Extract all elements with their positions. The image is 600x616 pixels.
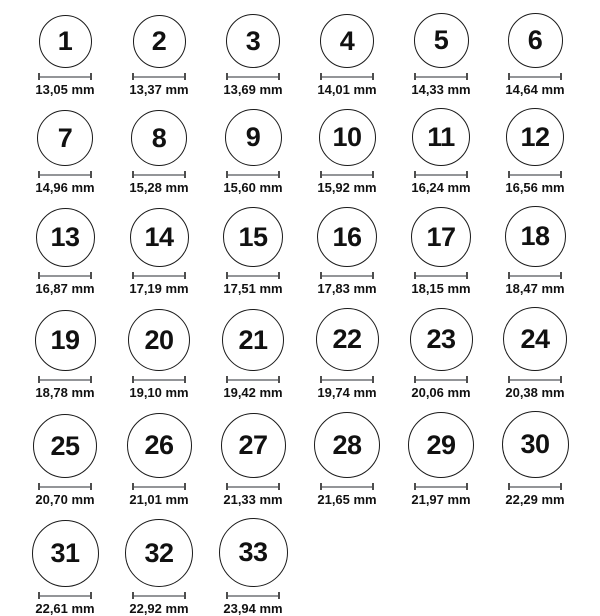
measure-tick-left <box>414 171 416 178</box>
measure-tick-right <box>184 483 186 490</box>
diameter-label: 17,19 mm <box>129 281 189 296</box>
diameter-measure-line <box>508 272 562 279</box>
measure-line <box>132 76 186 78</box>
measure-tick-right <box>278 376 280 383</box>
measure-line <box>508 76 562 78</box>
measure-tick-left <box>38 376 40 383</box>
ring-size-number: 9 <box>245 122 261 152</box>
measure-tick-right <box>278 483 280 490</box>
diameter-measure-line <box>320 376 374 383</box>
measure-tick-left <box>226 592 228 599</box>
ring-size-number: 17 <box>426 221 456 252</box>
measure-tick-left <box>38 592 40 599</box>
ring-circle <box>130 208 189 267</box>
ring-size-number: 25 <box>50 430 80 461</box>
measure-tick-right <box>184 376 186 383</box>
diameter-label: 21,65 mm <box>317 492 377 507</box>
measure-line <box>38 379 92 381</box>
ring-size-cell <box>300 206 394 296</box>
ring-size-cell <box>112 518 206 616</box>
ring-size-number: 10 <box>332 122 362 152</box>
ring-size-row <box>18 518 582 616</box>
measure-tick-right <box>278 73 280 80</box>
measure-tick-left <box>132 73 134 80</box>
ring-circle <box>221 413 286 478</box>
ring-circle <box>128 309 190 371</box>
diameter-measure-line <box>508 483 562 490</box>
ring-size-number: 33 <box>238 537 268 567</box>
measure-line <box>508 486 562 488</box>
diameter-measure-line <box>414 483 468 490</box>
ring-circle <box>127 413 192 478</box>
measure-tick-left <box>508 376 510 383</box>
diameter-measure-line <box>38 73 92 80</box>
diameter-measure-line <box>38 171 92 178</box>
measure-line <box>132 595 186 597</box>
ring-size-cell <box>394 411 488 507</box>
ring-size-number: 14 <box>144 222 174 252</box>
diameter-label: 20,06 mm <box>411 385 471 400</box>
ring-circle <box>125 519 193 587</box>
ring-circle <box>32 520 99 587</box>
ring-size-number: 24 <box>520 323 550 354</box>
measure-line <box>38 595 92 597</box>
diameter-label: 15,92 mm <box>317 180 377 195</box>
diameter-measure-line <box>320 171 374 178</box>
measure-tick-left <box>132 272 134 279</box>
measure-tick-right <box>278 171 280 178</box>
ring-size-number: 8 <box>151 122 167 153</box>
measure-line <box>320 275 374 277</box>
ring-circle <box>502 411 569 478</box>
ring-circle <box>410 308 473 371</box>
ring-size-cell <box>488 13 582 97</box>
diameter-label: 13,69 mm <box>223 82 283 97</box>
ring-circle <box>412 108 470 166</box>
ring-size-row <box>18 13 582 97</box>
diameter-label: 17,51 mm <box>223 281 283 296</box>
measure-line <box>508 275 562 277</box>
ring-circle <box>131 110 187 166</box>
ring-size-number: 32 <box>144 537 174 568</box>
ring-size-cell <box>18 13 112 97</box>
measure-line <box>226 174 280 176</box>
measure-tick-right <box>372 73 374 80</box>
ring-circle <box>317 207 377 267</box>
measure-tick-left <box>38 272 40 279</box>
ring-size-cell <box>112 108 206 195</box>
diameter-label: 23,94 mm <box>223 601 283 616</box>
ring-size-number: 19 <box>50 325 80 355</box>
measure-tick-left <box>226 171 228 178</box>
empty-cell <box>300 518 394 616</box>
ring-size-number: 3 <box>245 25 261 56</box>
ring-size-number: 31 <box>50 538 80 568</box>
ring-circle <box>505 206 566 267</box>
measure-tick-right <box>90 592 92 599</box>
ring-size-number: 13 <box>50 222 80 252</box>
measure-line <box>38 486 92 488</box>
diameter-label: 19,74 mm <box>317 385 377 400</box>
diameter-label: 21,97 mm <box>411 492 471 507</box>
ring-size-number: 30 <box>520 429 550 459</box>
measure-tick-left <box>414 272 416 279</box>
ring-size-number: 20 <box>144 324 174 355</box>
measure-tick-right <box>90 483 92 490</box>
diameter-label: 21,33 mm <box>223 492 283 507</box>
diameter-measure-line <box>226 483 280 490</box>
measure-line <box>226 76 280 78</box>
ring-circle <box>408 412 474 478</box>
measure-line <box>226 275 280 277</box>
measure-line <box>226 379 280 381</box>
measure-tick-right <box>466 171 468 178</box>
measure-tick-left <box>320 483 322 490</box>
diameter-measure-line <box>132 171 186 178</box>
ring-size-cell <box>206 108 300 195</box>
diameter-measure-line <box>38 592 92 599</box>
measure-tick-right <box>372 376 374 383</box>
diameter-label: 16,56 mm <box>505 180 565 195</box>
ring-circle <box>503 307 567 371</box>
measure-tick-left <box>414 483 416 490</box>
ring-size-cell <box>300 13 394 97</box>
ring-size-cell <box>206 13 300 97</box>
ring-size-number: 26 <box>144 430 174 460</box>
ring-circle <box>508 13 563 68</box>
measure-tick-right <box>184 171 186 178</box>
ring-size-cell <box>206 411 300 507</box>
diameter-label: 19,42 mm <box>223 385 283 400</box>
diameter-measure-line <box>132 272 186 279</box>
diameter-label: 22,92 mm <box>129 601 189 616</box>
ring-circle <box>33 414 97 478</box>
diameter-label: 16,87 mm <box>35 281 95 296</box>
ring-size-number: 23 <box>426 324 456 354</box>
ring-circle <box>506 108 564 166</box>
diameter-label: 18,78 mm <box>35 385 95 400</box>
ring-size-cell <box>300 411 394 507</box>
empty-cell <box>488 518 582 616</box>
diameter-label: 22,61 mm <box>35 601 95 616</box>
ring-size-cell <box>18 518 112 616</box>
ring-size-cell <box>394 307 488 400</box>
ring-size-number: 2 <box>151 26 167 56</box>
measure-tick-right <box>466 376 468 383</box>
diameter-measure-line <box>226 171 280 178</box>
ring-size-cell <box>18 411 112 507</box>
measure-line <box>226 486 280 488</box>
diameter-label: 18,47 mm <box>505 281 565 296</box>
ring-circle <box>37 110 93 166</box>
measure-line <box>38 76 92 78</box>
measure-line <box>320 76 374 78</box>
diameter-label: 13,05 mm <box>35 82 95 97</box>
diameter-label: 15,60 mm <box>223 180 283 195</box>
ring-size-cell <box>112 307 206 400</box>
ring-circle <box>316 308 379 371</box>
diameter-measure-line <box>508 73 562 80</box>
measure-line <box>508 174 562 176</box>
measure-tick-left <box>38 73 40 80</box>
ring-size-cell <box>18 206 112 296</box>
measure-line <box>414 174 468 176</box>
ring-size-row <box>18 108 582 195</box>
ring-size-number: 15 <box>238 221 268 252</box>
diameter-label: 20,38 mm <box>505 385 565 400</box>
diameter-label: 15,28 mm <box>129 180 189 195</box>
ring-size-number: 29 <box>426 429 456 460</box>
measure-tick-left <box>508 272 510 279</box>
ring-circle <box>222 309 284 371</box>
measure-tick-left <box>226 376 228 383</box>
ring-size-number: 28 <box>332 429 362 460</box>
measure-tick-left <box>38 483 40 490</box>
measure-tick-right <box>278 592 280 599</box>
measure-tick-right <box>372 171 374 178</box>
diameter-measure-line <box>132 483 186 490</box>
diameter-measure-line <box>414 73 468 80</box>
ring-size-cell <box>206 307 300 400</box>
measure-tick-left <box>38 171 40 178</box>
measure-tick-right <box>90 272 92 279</box>
ring-size-row <box>18 307 582 400</box>
measure-tick-right <box>560 272 562 279</box>
measure-tick-left <box>508 171 510 178</box>
measure-tick-right <box>560 483 562 490</box>
ring-size-cell <box>18 108 112 195</box>
diameter-label: 21,01 mm <box>129 492 189 507</box>
measure-line <box>414 486 468 488</box>
measure-tick-left <box>320 171 322 178</box>
ring-size-cell <box>206 518 300 616</box>
ring-circle <box>225 109 282 166</box>
diameter-measure-line <box>38 272 92 279</box>
measure-line <box>320 174 374 176</box>
diameter-measure-line <box>132 592 186 599</box>
diameter-measure-line <box>508 171 562 178</box>
empty-cell <box>394 518 488 616</box>
measure-line <box>320 379 374 381</box>
ring-size-row <box>18 206 582 296</box>
diameter-measure-line <box>132 73 186 80</box>
diameter-measure-line <box>226 272 280 279</box>
diameter-label: 14,64 mm <box>505 82 565 97</box>
measure-tick-left <box>132 483 134 490</box>
ring-size-number: 11 <box>427 121 455 152</box>
ring-size-cell <box>394 206 488 296</box>
measure-line <box>414 275 468 277</box>
measure-tick-left <box>226 73 228 80</box>
measure-tick-right <box>90 73 92 80</box>
ring-circle <box>226 14 280 68</box>
ring-size-number: 6 <box>527 25 543 55</box>
diameter-measure-line <box>320 272 374 279</box>
measure-line <box>38 174 92 176</box>
ring-size-cell <box>300 108 394 195</box>
measure-line <box>132 486 186 488</box>
ring-size-number: 4 <box>339 25 355 56</box>
measure-line <box>414 76 468 78</box>
diameter-measure-line <box>132 376 186 383</box>
measure-tick-right <box>184 73 186 80</box>
measure-tick-right <box>466 483 468 490</box>
measure-line <box>132 275 186 277</box>
ring-size-cell <box>488 206 582 296</box>
ring-size-number: 7 <box>57 122 73 153</box>
measure-tick-left <box>132 592 134 599</box>
ring-size-cell <box>18 307 112 400</box>
ring-size-number: 16 <box>332 221 362 252</box>
diameter-label: 22,29 mm <box>505 492 565 507</box>
ring-circle <box>314 412 380 478</box>
diameter-measure-line <box>226 73 280 80</box>
diameter-measure-line <box>226 376 280 383</box>
ring-circle <box>411 207 471 267</box>
measure-line <box>226 595 280 597</box>
measure-tick-right <box>466 73 468 80</box>
measure-tick-right <box>184 592 186 599</box>
ring-size-cell <box>394 108 488 195</box>
measure-tick-left <box>226 272 228 279</box>
ring-size-cell <box>112 411 206 507</box>
ring-circle <box>223 207 283 267</box>
ring-size-number: 22 <box>332 324 362 354</box>
ring-size-cell <box>394 13 488 97</box>
measure-tick-left <box>320 272 322 279</box>
ring-size-number: 18 <box>520 221 550 251</box>
ring-circle <box>320 14 374 68</box>
ring-size-number: 12 <box>520 121 550 152</box>
measure-tick-right <box>90 171 92 178</box>
diameter-measure-line <box>226 592 280 599</box>
ring-circle <box>414 13 469 68</box>
measure-line <box>508 379 562 381</box>
ring-size-cell <box>300 307 394 400</box>
ring-size-cell <box>112 13 206 97</box>
diameter-measure-line <box>38 483 92 490</box>
ring-size-cell <box>112 206 206 296</box>
ring-size-row <box>18 411 582 507</box>
ring-size-number: 1 <box>57 26 73 56</box>
diameter-label: 14,96 mm <box>35 180 95 195</box>
diameter-label: 19,10 mm <box>129 385 189 400</box>
measure-tick-right <box>560 376 562 383</box>
measure-tick-left <box>508 483 510 490</box>
diameter-label: 14,33 mm <box>411 82 471 97</box>
diameter-measure-line <box>38 376 92 383</box>
diameter-measure-line <box>508 376 562 383</box>
measure-line <box>320 486 374 488</box>
measure-tick-right <box>90 376 92 383</box>
measure-line <box>414 379 468 381</box>
measure-tick-right <box>560 73 562 80</box>
ring-size-cell <box>488 307 582 400</box>
ring-circle <box>319 109 376 166</box>
diameter-label: 16,24 mm <box>411 180 471 195</box>
measure-tick-left <box>320 73 322 80</box>
measure-tick-left <box>414 376 416 383</box>
ring-circle <box>219 518 288 587</box>
ring-size-number: 27 <box>238 430 268 460</box>
measure-tick-right <box>560 171 562 178</box>
measure-tick-left <box>132 376 134 383</box>
measure-tick-right <box>372 483 374 490</box>
ring-size-cell <box>488 108 582 195</box>
measure-tick-right <box>184 272 186 279</box>
ring-size-number: 21 <box>238 324 268 355</box>
diameter-label: 20,70 mm <box>35 492 95 507</box>
measure-tick-right <box>372 272 374 279</box>
diameter-measure-line <box>414 376 468 383</box>
measure-tick-right <box>466 272 468 279</box>
diameter-label: 14,01 mm <box>317 82 377 97</box>
measure-tick-right <box>278 272 280 279</box>
ring-circle <box>35 310 96 371</box>
measure-line <box>132 379 186 381</box>
measure-tick-left <box>320 376 322 383</box>
diameter-measure-line <box>414 171 468 178</box>
ring-size-number: 5 <box>433 25 449 55</box>
ring-size-cell <box>206 206 300 296</box>
measure-line <box>38 275 92 277</box>
ring-circle <box>133 15 186 68</box>
ring-size-cell <box>488 411 582 507</box>
diameter-label: 13,37 mm <box>129 82 189 97</box>
measure-tick-left <box>226 483 228 490</box>
diameter-measure-line <box>320 483 374 490</box>
measure-line <box>132 174 186 176</box>
diameter-label: 17,83 mm <box>317 281 377 296</box>
measure-tick-left <box>132 171 134 178</box>
diameter-measure-line <box>414 272 468 279</box>
diameter-measure-line <box>320 73 374 80</box>
measure-tick-left <box>414 73 416 80</box>
ring-circle <box>39 15 92 68</box>
ring-circle <box>36 208 95 267</box>
measure-tick-left <box>508 73 510 80</box>
diameter-label: 18,15 mm <box>411 281 471 296</box>
